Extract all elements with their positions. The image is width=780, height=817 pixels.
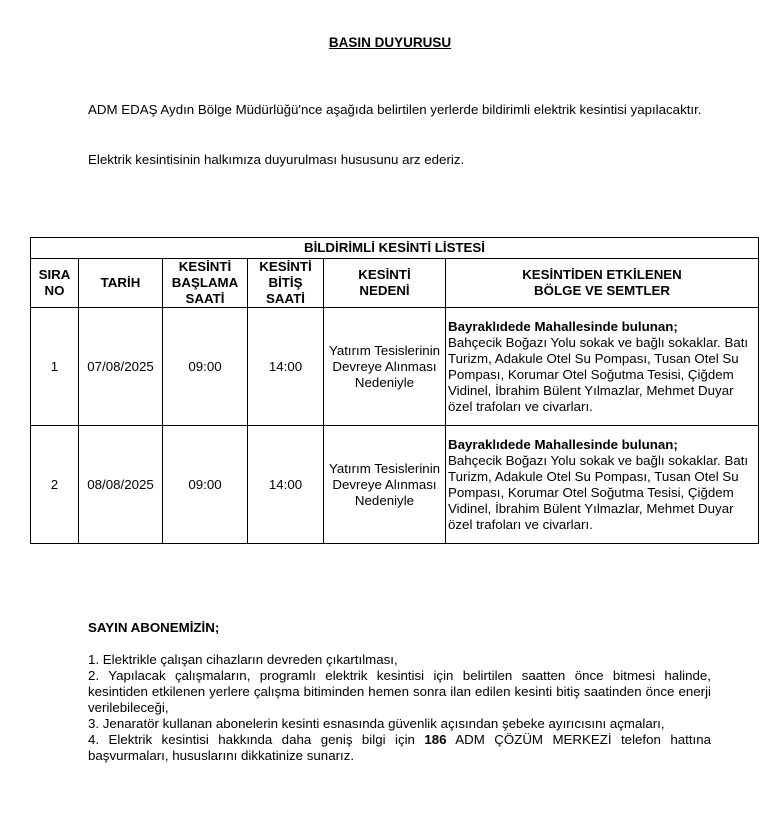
note-item-4-pre: 4. Elektrik kesintisi hakkında daha geniş bilgi için bbox=[88, 732, 425, 747]
header-bolge-line2: BÖLGE VE SEMTLER bbox=[534, 283, 670, 298]
header-neden-line1: KESİNTİ bbox=[358, 267, 411, 282]
cell-end: 14:00 bbox=[248, 426, 324, 544]
outage-list-table bbox=[30, 237, 759, 544]
table-title: BİLDİRİMLİ KESİNTİ LİSTESİ bbox=[31, 238, 759, 259]
note-item-2: 2. Yapılacak çalışmaların, programlı elektrik kesintisi için belirtilen saatten önce bitmesi halinde, kesintiden etkilenen yerlere çalışma bitiminden hemen sonra ilan edilen kesinti bitiş saatinden önce enerji verilebileceği, bbox=[88, 668, 711, 715]
header-sira-line1: SIRA bbox=[38, 267, 71, 282]
intro-paragraph: ADM EDAŞ Aydın Bölge Müdürlüğü'nce aşağıda belirtilen yerlerde bildirimli elektrik kesintisi yapılacaktır. bbox=[88, 102, 702, 117]
header-bolge bbox=[446, 259, 759, 308]
header-baslama-line2: BAŞLAMA bbox=[171, 275, 239, 290]
table-row bbox=[31, 426, 759, 544]
note-item-3: 3. Jenaratör kullanan abonelerin kesinti esnasında güvenlik açısından şebeke ayırıcısını açmaları, bbox=[88, 716, 665, 731]
note-item-4 bbox=[88, 732, 711, 764]
cell-region bbox=[446, 426, 759, 544]
region-text: Bahçecik Boğazı Yolu sokak ve bağlı sokaklar. Batı Turizm, Adakule Otel Su Pompası, Tusan Otel Su Pompası, Korumar Otel Soğutma Tesisi, Çiğdem Vidinel, İbrahim Bülent Yılmazlar, Mehmet Duyar özel trafoları ve civarları. bbox=[448, 452, 749, 532]
table-row bbox=[31, 308, 759, 426]
cell-no: 2 bbox=[31, 426, 79, 544]
header-bitis-line2: BİTİŞ bbox=[268, 275, 303, 290]
header-baslama-line3: SAATİ bbox=[185, 291, 225, 306]
cell-start: 09:00 bbox=[163, 308, 248, 426]
header-sira-no bbox=[31, 259, 79, 308]
request-paragraph: Elektrik kesintisinin halkımıza duyurulması hususunu arz ederiz. bbox=[88, 152, 465, 167]
region-text: Bahçecik Boğazı Yolu sokak ve bağlı sokaklar. Batı Turizm, Adakule Otel Su Pompası, Tusan Otel Su Pompası, Korumar Otel Soğutma Tesisi, Çiğdem Vidinel, İbrahim Bülent Yılmazlar, Mehmet Duyar özel trafoları ve civarları. bbox=[448, 334, 749, 414]
region-heading: Bayraklıdede Mahallesinde bulunan; bbox=[448, 318, 678, 334]
cell-date: 07/08/2025 bbox=[79, 308, 163, 426]
header-sira-line2: NO bbox=[44, 283, 65, 298]
header-tarih: TARİH bbox=[79, 259, 163, 308]
header-bitis-line1: KESİNTİ bbox=[259, 259, 312, 274]
header-neden bbox=[324, 259, 446, 308]
region-heading: Bayraklıdede Mahallesinde bulunan; bbox=[448, 436, 678, 452]
subscriber-notes bbox=[88, 652, 711, 764]
call-center-number: 186 bbox=[424, 732, 447, 747]
cell-date: 08/08/2025 bbox=[79, 426, 163, 544]
note-item-4-post: ADM ÇÖZÜM MERKEZİ telefon hattına başvurmaları, hususlarını dikkatinize sunarız. bbox=[88, 732, 711, 763]
cell-reason: Yatırım Tesislerinin Devreye Alınması Nedeniyle bbox=[324, 426, 446, 544]
header-baslama bbox=[163, 259, 248, 308]
header-baslama-line1: KESİNTİ bbox=[178, 259, 232, 274]
cell-end: 14:00 bbox=[248, 308, 324, 426]
subscribers-title: SAYIN ABONEMİZİN; bbox=[88, 620, 220, 635]
table-header-row bbox=[31, 259, 759, 308]
header-bitis-line3: SAATİ bbox=[266, 291, 305, 306]
cell-region bbox=[446, 308, 759, 426]
cell-start: 09:00 bbox=[163, 426, 248, 544]
header-bolge-line1: KESİNTİDEN ETKİLENEN bbox=[522, 267, 682, 282]
page-title: BASIN DUYURUSU bbox=[328, 35, 452, 50]
header-neden-line2: NEDENİ bbox=[359, 283, 410, 298]
header-bitis bbox=[248, 259, 324, 308]
note-item-1: 1. Elektrikle çalışan cihazların devreden çıkartılması, bbox=[88, 652, 398, 667]
cell-reason: Yatırım Tesislerinin Devreye Alınması Nedeniyle bbox=[324, 308, 446, 426]
cell-no: 1 bbox=[31, 308, 79, 426]
